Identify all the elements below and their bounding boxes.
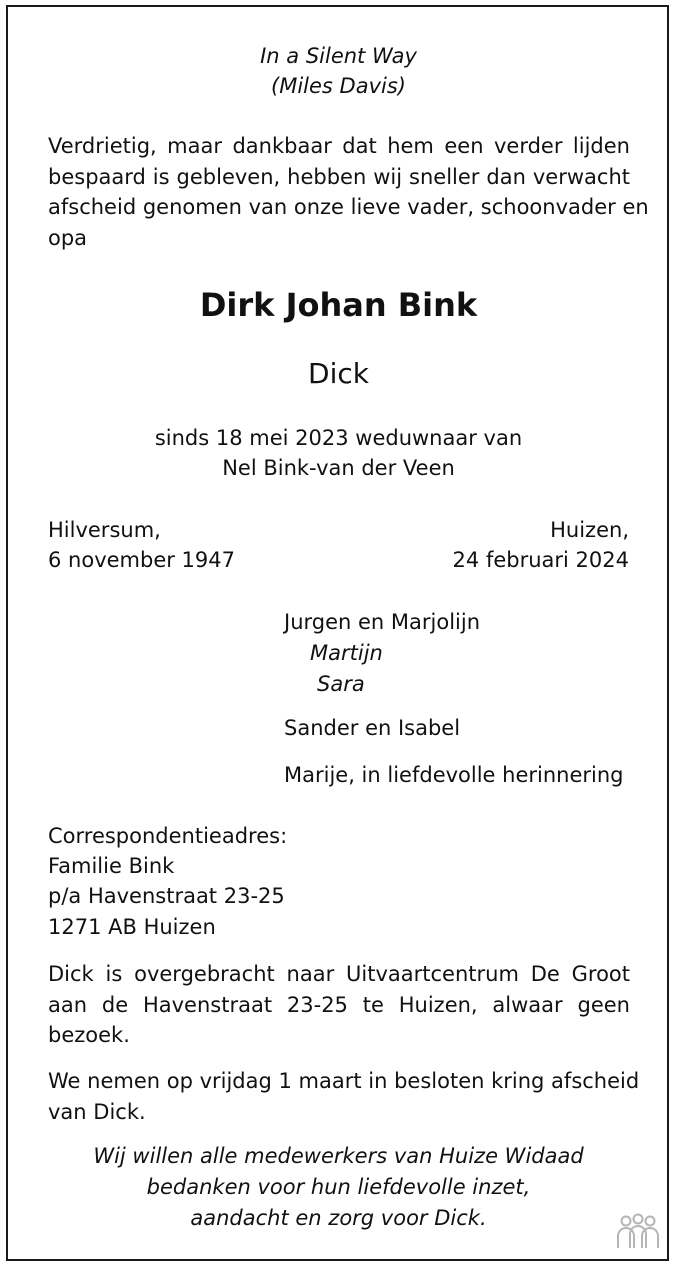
thanks-line-3: aandacht en zorg voor Dick. [190, 1206, 487, 1230]
deceased-name: Dirk Johan Bink [199, 286, 478, 324]
widower-line-2: Nel Bink-van der Veen [222, 456, 455, 480]
intro-line: Verdrietig, maar dankbaar dat hem een verder lijden [48, 134, 630, 158]
widower-line-1: sinds 18 mei 2023 weduwnaar van [154, 426, 523, 450]
grandchild-1: Martijn [310, 641, 383, 665]
birth-place: Hilversum, [48, 518, 161, 542]
grandchild-2: Sara [317, 672, 365, 696]
transfer-paragraph [48, 959, 630, 1051]
address-street: p/a Havenstraat 23-25 [48, 884, 285, 908]
death-place: Huizen, [550, 518, 629, 542]
address-label: Correspondentieadres: [48, 824, 288, 848]
deceased-nickname: Dick [308, 357, 369, 390]
family-memory: Marije, in liefdevolle herinnering [284, 763, 624, 787]
farewell-line: We nemen op vrijdag 1 maart in besloten kring afscheid [48, 1069, 640, 1093]
transfer-line: Dick is overgebracht naar Uitvaartcentrum De Groot [48, 962, 630, 986]
quote-title: In a Silent Way [260, 44, 417, 68]
death-date: 24 februari 2024 [452, 548, 629, 572]
thanks-line-1: Wij willen alle medewerkers van Huize Widaad [93, 1144, 584, 1168]
transfer-line: aan de Havenstraat 23-25 te Huizen, alwaar geen [48, 992, 630, 1017]
thanks-line-2: bedanken voor hun liefdevolle inzet, [146, 1175, 531, 1199]
intro-paragraph [48, 131, 649, 253]
intro-line: opa [48, 225, 88, 250]
family-couple-2: Sander en Isabel [284, 716, 461, 740]
farewell-line: van Dick. [48, 1099, 146, 1124]
farewell-paragraph [48, 1066, 640, 1127]
quote-author: (Miles Davis) [271, 74, 406, 98]
address-city: 1271 AB Huizen [48, 915, 216, 939]
intro-line: afscheid genomen van onze lieve vader, schoonvader en [48, 195, 649, 219]
address-name: Familie Bink [48, 854, 175, 878]
family-couple-1: Jurgen en Marjolijn [284, 610, 481, 634]
people-group-icon [612, 1212, 664, 1252]
intro-line: bespaard is gebleven, hebben wij sneller dan verwacht [48, 164, 630, 189]
birth-date: 6 november 1947 [48, 548, 236, 572]
transfer-line: bezoek. [48, 1023, 130, 1047]
